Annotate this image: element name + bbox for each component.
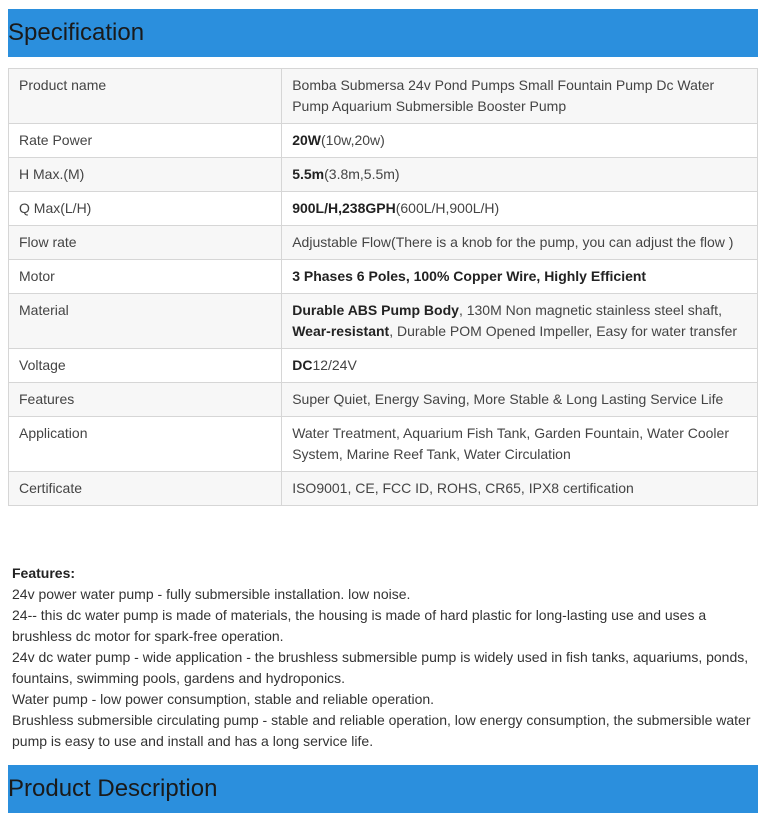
row-value-h-max — [282, 158, 758, 192]
row-value-application: Water Treatment, Aquarium Fish Tank, Garden Fountain, Water Cooler System, Marine Reef Tank, Water Circulation — [282, 417, 758, 472]
features-line: 24v power water pump - fully submersible installation. low noise. — [12, 586, 411, 602]
row-label-rate-power: Rate Power — [9, 124, 282, 158]
features-line: Brushless submersible circulating pump - stable and reliable operation, low energy consumption, the submersible water pump is easy to use and install and has a long service life. — [12, 712, 751, 749]
table-row — [9, 294, 758, 349]
row-label-features: Features — [9, 383, 282, 417]
row-value-q-max — [282, 192, 758, 226]
value-rest: , Durable POM Opened Impeller, Easy for water transfer — [389, 323, 738, 339]
features-title: Features: — [12, 565, 76, 581]
row-label-certificate: Certificate — [9, 472, 282, 506]
table-row — [9, 226, 758, 260]
product-description-header — [8, 765, 758, 813]
value-rest: (3.8m,5.5m) — [324, 166, 400, 182]
value-rest: (10w,20w) — [321, 132, 385, 148]
value-bold: 20W — [292, 132, 321, 148]
features-line: Water pump - low power consumption, stable and reliable operation. — [12, 691, 435, 707]
features-line: 24v dc water pump - wide application - the brushless submersible pump is widely used in fish tanks, aquariums, ponds, fountains, swimming pools, gardens and hydroponics. — [12, 649, 749, 686]
table-row — [9, 124, 758, 158]
row-value-voltage — [282, 349, 758, 383]
table-row — [9, 158, 758, 192]
row-label-material: Material — [9, 294, 282, 349]
product-description-title: Product Description — [8, 775, 218, 802]
row-value-rate-power — [282, 124, 758, 158]
value-rest: (600L/H,900L/H) — [395, 200, 500, 216]
value-bold: Durable ABS Pump Body — [292, 302, 459, 318]
table-row — [9, 472, 758, 506]
row-label-product-name: Product name — [9, 69, 282, 124]
row-value-material — [282, 294, 758, 349]
row-label-motor: Motor — [9, 260, 282, 294]
features-section — [12, 563, 757, 752]
value-bold: Wear-resistant — [292, 323, 390, 339]
value-rest: , 130M Non magnetic stainless steel shaft, — [458, 302, 722, 318]
row-label-q-max: Q Max(L/H) — [9, 192, 282, 226]
row-value-motor — [282, 260, 758, 294]
specification-table — [8, 68, 758, 506]
row-value-certificate: ISO9001, CE, FCC ID, ROHS, CR65, IPX8 certification — [282, 472, 758, 506]
row-value-features: Super Quiet, Energy Saving, More Stable & Long Lasting Service Life — [282, 383, 758, 417]
row-label-voltage: Voltage — [9, 349, 282, 383]
value-bold: DC — [292, 357, 313, 373]
specification-title: Specification — [8, 19, 145, 46]
table-row — [9, 349, 758, 383]
table-row — [9, 192, 758, 226]
row-label-h-max: H Max.(M) — [9, 158, 282, 192]
table-row — [9, 260, 758, 294]
value-bold: 900L/H,238GPH — [292, 200, 396, 216]
value-rest: 12/24V — [312, 357, 357, 373]
features-line: 24-- this dc water pump is made of materials, the housing is made of hard plastic for long-lasting use and uses a brushless dc motor for spark-free operation. — [12, 607, 707, 644]
value-bold: 5.5m — [292, 166, 325, 182]
value-bold: 3 Phases 6 Poles, 100% Copper Wire, Highly Efficient — [292, 268, 647, 284]
table-row — [9, 417, 758, 472]
table-row — [9, 383, 758, 417]
row-value-product-name: Bomba Submersa 24v Pond Pumps Small Fountain Pump Dc Water Pump Aquarium Submersible Booster Pump — [282, 69, 758, 124]
row-value-flow-rate: Adjustable Flow(There is a knob for the pump, you can adjust the flow ) — [282, 226, 758, 260]
specification-header — [8, 9, 758, 57]
row-label-flow-rate: Flow rate — [9, 226, 282, 260]
row-label-application: Application — [9, 417, 282, 472]
table-row — [9, 69, 758, 124]
